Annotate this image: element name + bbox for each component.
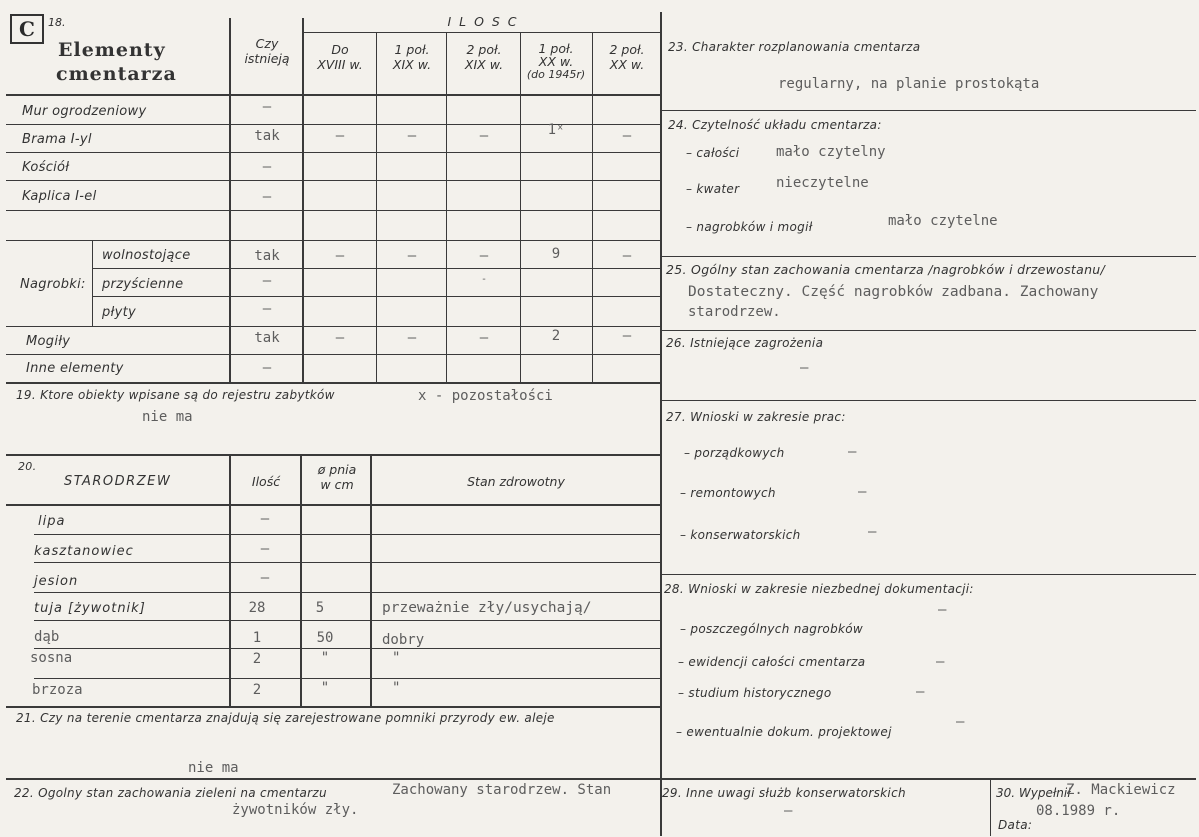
period-value: – [479, 330, 489, 346]
exists-value: tak [254, 330, 280, 346]
section19-note: x - pozostałości [418, 388, 553, 404]
section22-value-line2: żywotników zły. [232, 802, 359, 818]
row-label-slabs: płyty [102, 305, 136, 320]
exists-value: – [262, 273, 272, 289]
section20-title: STARODRZEW [64, 474, 172, 489]
filled-by-name: Z. Mackiewicz [1066, 782, 1176, 798]
period-header-3: 2 poł. XIX w. [464, 42, 504, 72]
section22-value-line1: Zachowany starodrzew. Stan [392, 782, 612, 798]
tree-qty: 2 [252, 682, 262, 698]
readability-item-value: mało czytelny [776, 144, 886, 160]
works-item-value: – [858, 484, 867, 500]
documentation-item-label: – ewidencji całości cmentarza [678, 655, 866, 669]
row-label-chapel: Kaplica I-el [22, 189, 97, 204]
section25-value-line2: starodrzew. [688, 304, 781, 320]
section22-label: 22. Ogolny stan zachowania zieleni na cmentarzu [14, 786, 327, 800]
exists-value: tak [254, 248, 280, 264]
section25-label: 25. Ogólny stan zachowania cmentarza /nagrobków i drzewostanu/ [666, 262, 1106, 277]
works-item-label: – remontowych [680, 486, 776, 500]
readability-item-value: nieczytelne [776, 175, 869, 191]
section25-value-line1: Dostateczny. Część nagrobków zadbana. Zachowany [688, 284, 1099, 300]
tree-diameter: " [320, 650, 330, 666]
section30-label: 30. Wypełnił [996, 786, 1071, 800]
tree-qty: – [260, 541, 270, 557]
section26-label: 26. Istniejące zagrożenia [666, 336, 824, 350]
documentation-item-value: – [916, 684, 925, 700]
period-value: – [335, 128, 345, 144]
section19-label: 19. Ktore obiekty wpisane są do rejestru zabytków [16, 388, 335, 402]
row-label-wall: Mur ogrodzeniowy [22, 104, 147, 119]
tree-health: " [392, 650, 401, 666]
section29-value: – [784, 803, 793, 819]
documentation-item-label: – studium historycznego [678, 686, 832, 700]
documentation-item-label: – ewentualnie dokum. projektowej [676, 725, 892, 739]
tree-name: tuja [żywotnik] [34, 601, 146, 616]
tree-name: sosna [30, 650, 73, 666]
row-label-freestanding: wolnostojące [102, 248, 191, 263]
section18-title-line1: Elementy [58, 39, 166, 61]
tree-qty: – [260, 570, 270, 586]
documentation-item-label: – poszczególnych nagrobków [680, 622, 863, 636]
exists-value: – [262, 189, 272, 205]
nagrobki-group-label: Nagrobki: [20, 277, 86, 292]
tree-name: lipa [38, 514, 66, 529]
exists-value: – [262, 159, 272, 175]
exists-value: – [262, 99, 272, 115]
period-value: – [479, 248, 489, 264]
date-label: Data: [998, 818, 1033, 832]
period-value: – [407, 330, 417, 346]
row-label-graves: Mogiły [26, 334, 71, 349]
section26-value: – [800, 360, 809, 376]
exists-value: – [262, 301, 272, 317]
quantity-header: I L O S C [447, 14, 519, 29]
tree-health: " [392, 680, 401, 696]
period-header-4: 1 poł. XX w. (do 1945r) [526, 41, 586, 81]
period-header-2: 1 poł. XIX w. [392, 42, 432, 72]
tree-name: dąb [34, 629, 60, 645]
period-header-1: Do XVIII w. [317, 42, 363, 72]
col-exists-header: Czy istnieją [244, 36, 290, 66]
filled-date: 08.1989 r. [1036, 803, 1121, 819]
period-value: – [335, 248, 345, 264]
col-health-header: Stan zdrowotny [467, 474, 565, 489]
tree-health: dobry [382, 632, 425, 648]
tree-qty: 2 [252, 651, 262, 667]
works-item-value: – [868, 524, 877, 540]
section23-value: regularny, na planie prostokąta [778, 76, 1040, 92]
tree-qty: – [260, 511, 270, 527]
period-value: – [622, 328, 632, 344]
tree-health: przeważnie zły/usychają/ [382, 600, 592, 616]
documentation-item-value: – [936, 654, 945, 670]
works-item-label: – konserwatorskich [680, 528, 801, 542]
works-item-label: – porządkowych [684, 446, 785, 460]
period-value: 1ˣ [547, 122, 565, 138]
section18-title-line2: cmentarza [56, 63, 177, 85]
section29-label: 29. Inne uwagi służb konserwatorskich [662, 786, 906, 800]
exists-value: tak [254, 128, 280, 144]
period-header-5: 2 poł. XX w. [609, 42, 645, 72]
works-item-value: – [848, 444, 857, 460]
documentation-item-value: – [956, 714, 965, 730]
period-value: – [407, 248, 417, 264]
readability-item-label: – kwater [686, 182, 740, 196]
period-value: - [480, 274, 488, 285]
row-label-other: Inne elementy [26, 361, 124, 376]
tree-name: brzoza [32, 682, 83, 698]
corner-letter-box: C [10, 14, 44, 44]
tree-qty: 1 [252, 630, 262, 646]
period-value: – [479, 128, 489, 144]
period-value: – [407, 128, 417, 144]
tree-diameter: 50 [316, 630, 334, 646]
section18-number: 18. [48, 16, 66, 29]
col-diam-header: ø pnia w cm [317, 462, 357, 492]
tree-diameter: " [320, 680, 330, 696]
section23-label: 23. Charakter rozplanowania cmentarza [668, 40, 921, 54]
documentation-item-value: – [938, 602, 947, 618]
row-label-gate: Brama I-yl [22, 132, 92, 147]
period-value: – [335, 330, 345, 346]
col-qty-header: Ilość [251, 474, 281, 489]
section21-label: 21. Czy na terenie cmentarza znajdują się zarejestrowane pomniki przyrody ew. aleje [16, 711, 555, 725]
tree-name: kasztanowiec [34, 544, 134, 559]
section27-label: 27. Wnioski w zakresie prac: [666, 410, 846, 424]
tree-diameter: 5 [315, 600, 325, 616]
tree-qty: 28 [248, 600, 266, 616]
section20-number: 20. [18, 460, 37, 473]
readability-item-label: – nagrobków i mogił [686, 220, 813, 234]
readability-item-label: – całości [686, 146, 740, 160]
row-label-wall-mounted: przyścienne [102, 277, 184, 292]
exists-value: – [262, 360, 272, 376]
section19-value: nie ma [142, 409, 193, 425]
section28-label: 28. Wnioski w zakresie niezbednej dokumentacji: [664, 582, 974, 596]
section21-value: nie ma [188, 760, 239, 776]
period-value: – [622, 128, 632, 144]
period-value: – [622, 248, 632, 264]
period-value: 2 [551, 328, 561, 344]
tree-name: jesion [34, 574, 79, 589]
row-label-church: Kościół [22, 160, 70, 175]
readability-item-value: mało czytelne [888, 213, 998, 229]
period-value: 9 [551, 246, 561, 262]
section24-label: 24. Czytelność układu cmentarza: [668, 118, 882, 132]
